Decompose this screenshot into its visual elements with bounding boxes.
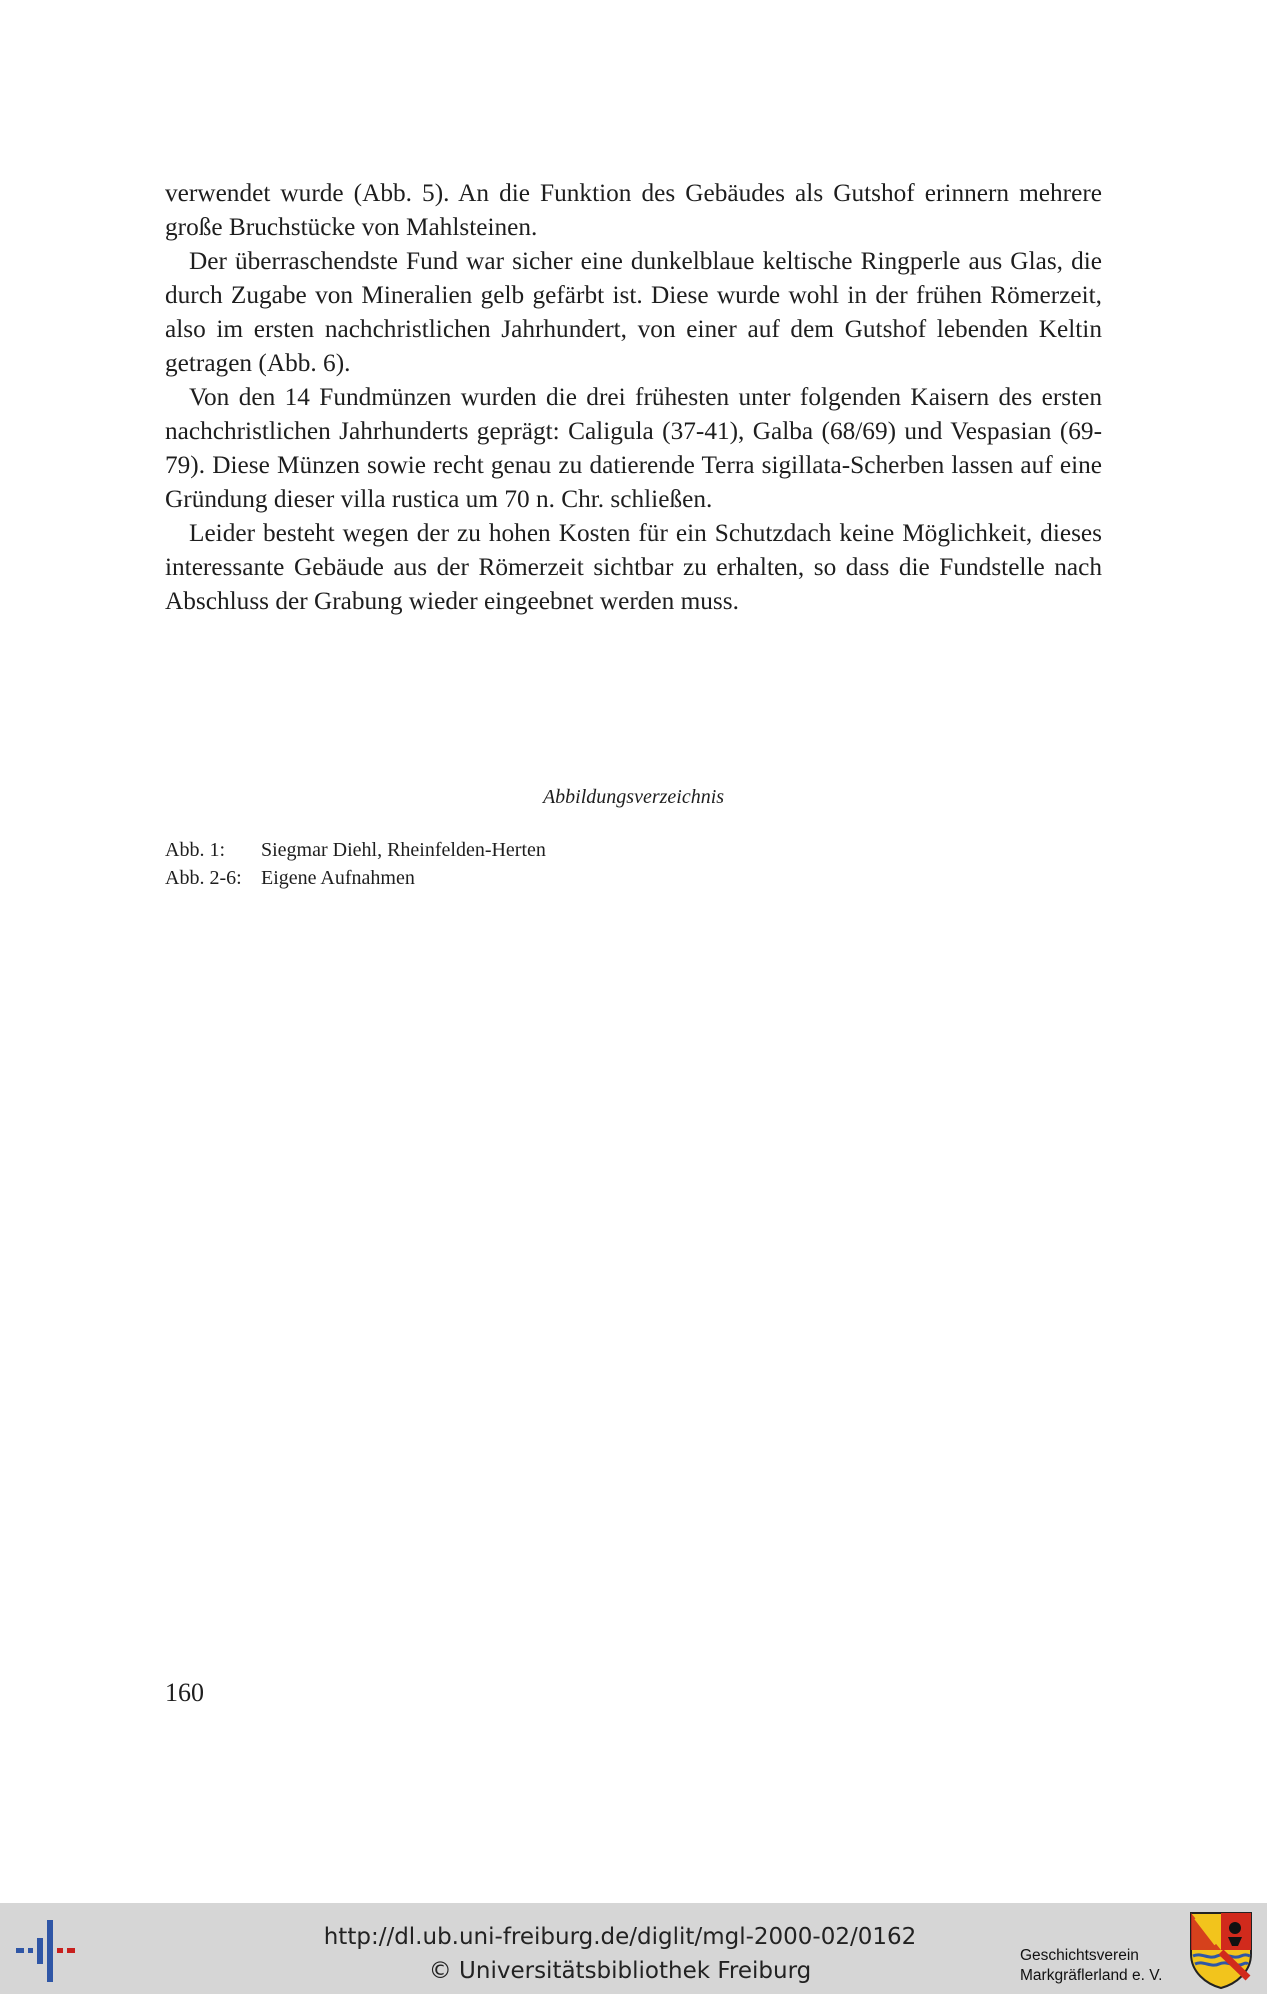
page-number: 160 (165, 1678, 204, 1707)
ub-freiburg-logo-icon[interactable] (16, 1914, 78, 1986)
coat-of-arms-icon (1188, 1910, 1254, 1990)
credit-text: Siegmar Diehl, Rheinfelden-Herten (261, 839, 546, 861)
figure-list-heading: Abbildungsverzeichnis (542, 786, 725, 808)
credit-row (165, 836, 546, 864)
figure-credits (165, 836, 546, 892)
paragraph-1: verwendet wurde (Abb. 5). An die Funktion des Gebäudes als Gutshof erinnern mehrere große Bruchstücke von Mahlsteinen. (165, 179, 1102, 241)
paragraph-2: Der überraschendste Fund war sicher eine dunkelblaue keltische Ringperle aus Glas, die durch Zugabe von Mineralien gelb gefärbt ist. Diese wurde wohl in der frühen Römerzeit, also im ersten nachchristlichen Jahrhundert, von einer auf dem Gutshof lebenden Keltin getragen (Abb. 6). (165, 247, 1102, 377)
digitization-footer (0, 1903, 1267, 1994)
paragraph-3: Von den 14 Fundmünzen wurden die drei frühesten unter folgenden Kaisern des ersten nachchristlichen Jahrhunderts geprägt: Caligula (37-41), Galba (68/69) und Vespasian (69-79). Diese Münzen sowie recht genau zu datierende Terra sigillata-Scherben lassen auf eine Gründung dieser villa rustica um 70 n. Chr. schließen. (165, 383, 1102, 513)
body-text (165, 176, 1102, 618)
society-name-line-1: Geschichtsverein (1020, 1947, 1139, 1964)
permalink-url[interactable]: http://dl.ub.uni-freiburg.de/diglit/mgl-2000-02/0162 (323, 1924, 917, 1950)
credit-text: Eigene Aufnahmen (261, 867, 415, 889)
credit-row (165, 864, 546, 892)
paragraph-4: Leider besteht wegen der zu hohen Kosten für ein Schutzdach keine Möglichkeit, dieses interessante Gebäude aus der Römerzeit sichtbar zu erhalten, so dass die Fundstelle nach Abschluss der Grabung wieder eingeebnet werden muss. (165, 519, 1102, 615)
copyright-notice: © Universitätsbibliothek Freiburg (428, 1958, 812, 1984)
society-name (1020, 1946, 1190, 1986)
society-name-line-2: Markgräflerland e. V. (1020, 1967, 1163, 1984)
credit-label: Abb. 2-6: (165, 867, 242, 889)
credit-label: Abb. 1: (165, 839, 225, 861)
